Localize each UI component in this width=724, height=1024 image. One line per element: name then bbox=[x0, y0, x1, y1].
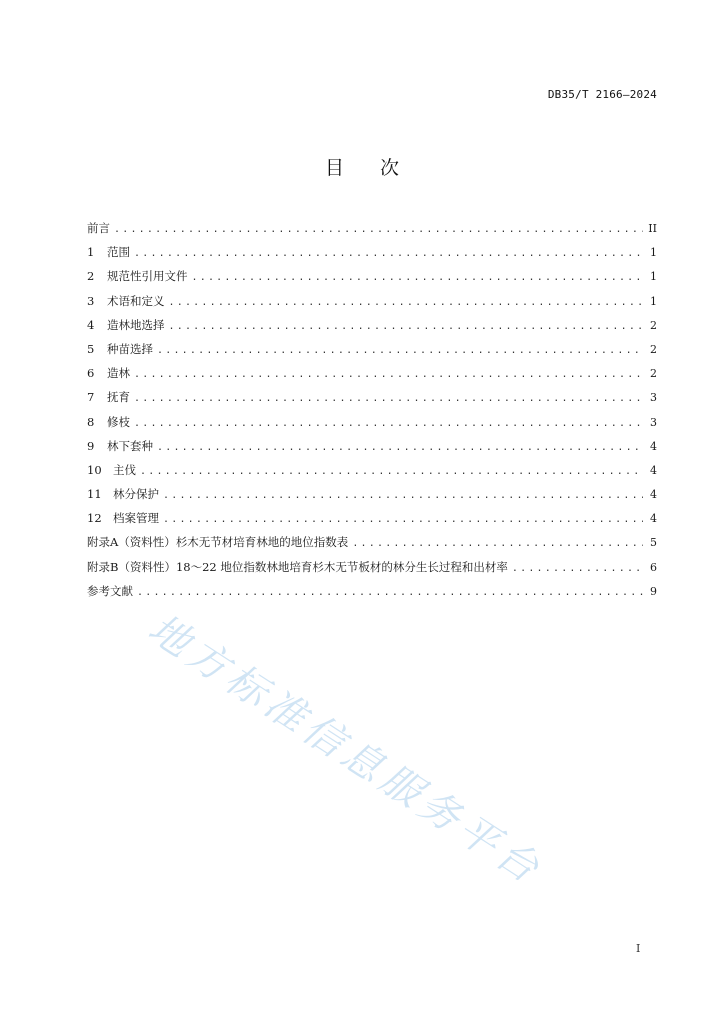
toc-entry-number: 8 bbox=[87, 414, 95, 429]
toc-page-number: 1 bbox=[650, 270, 657, 284]
toc-entry-number: 9 bbox=[87, 438, 95, 453]
toc-entry-normative-references[interactable] bbox=[87, 268, 657, 292]
toc-entry-number: 2 bbox=[87, 269, 95, 284]
toc-entry-number: 10 bbox=[87, 462, 102, 477]
toc-entry-number: 3 bbox=[87, 293, 95, 308]
toc-entry-label: 术语和定义 bbox=[107, 293, 165, 308]
toc-page-number: 2 bbox=[650, 318, 657, 332]
toc-entry-appendix-a[interactable] bbox=[87, 534, 657, 558]
page-title bbox=[0, 153, 724, 180]
toc-leader-dots bbox=[140, 466, 643, 477]
toc-entry-label: 杉木无节材培育林地的地位指数表 bbox=[175, 535, 349, 550]
toc-entry-label: 参考文献 bbox=[87, 583, 133, 598]
toc-leader-dots bbox=[134, 418, 643, 429]
toc-entry-number: 12 bbox=[87, 511, 102, 526]
toc-entry-label: 前言 bbox=[87, 221, 110, 235]
toc-leader-dots bbox=[157, 345, 643, 356]
toc-page-number: 5 bbox=[650, 536, 657, 550]
toc-entry-label: 18～22 地位指数林地培育杉木无节板材的林分生长过程和出材率 bbox=[175, 559, 508, 574]
toc-leader-dots bbox=[163, 514, 643, 525]
toc-page-number: 4 bbox=[650, 439, 657, 453]
document-code: DB35/T 2166—2024 bbox=[547, 88, 657, 101]
toc-leader-dots bbox=[192, 272, 644, 283]
watermark-text: 地方标准信息服务平台 bbox=[140, 605, 551, 895]
toc-entry-archive-management[interactable] bbox=[87, 510, 657, 534]
toc-entry-number: 6 bbox=[87, 366, 95, 381]
toc-page-number: 2 bbox=[650, 342, 657, 356]
toc-entry-label: 主伐 bbox=[113, 462, 136, 477]
page-number: I bbox=[636, 942, 641, 955]
toc-entry-foreword[interactable] bbox=[87, 220, 657, 244]
toc-entry-number: 7 bbox=[87, 390, 95, 405]
toc-leader-dots bbox=[169, 321, 644, 332]
toc-page-number: 9 bbox=[650, 584, 657, 598]
title-char-2: 次 bbox=[380, 157, 400, 179]
toc-entry-stand-protection[interactable] bbox=[87, 486, 657, 510]
toc-entry-label: 范围 bbox=[107, 245, 130, 260]
toc-entry-number: 5 bbox=[87, 341, 95, 356]
toc-entry-label: 抚育 bbox=[107, 390, 130, 405]
toc-entry-number: 4 bbox=[87, 317, 95, 332]
toc-entry-label: 规范性引用文件 bbox=[107, 269, 188, 284]
toc-entry-tending[interactable] bbox=[87, 389, 657, 413]
toc-entry-final-felling[interactable] bbox=[87, 462, 657, 486]
toc-appendix-prefix: 附录B（资料性） bbox=[87, 559, 176, 574]
toc-entry-seedling-selection[interactable] bbox=[87, 341, 657, 365]
toc-entry-terms-definitions[interactable] bbox=[87, 293, 657, 317]
toc-leader-dots bbox=[512, 563, 643, 574]
toc-entry-scope[interactable] bbox=[87, 244, 657, 268]
toc-leader-dots bbox=[157, 442, 643, 453]
table-of-contents bbox=[87, 220, 657, 607]
toc-page-number: 6 bbox=[650, 560, 657, 574]
toc-leader-dots bbox=[352, 538, 643, 549]
toc-entry-afforestation[interactable] bbox=[87, 365, 657, 389]
toc-page-number: 2 bbox=[650, 367, 657, 381]
toc-entry-label: 档案管理 bbox=[113, 511, 159, 526]
toc-entry-bibliography[interactable] bbox=[87, 583, 657, 607]
toc-entry-label: 种苗选择 bbox=[107, 341, 153, 356]
toc-page-number: 3 bbox=[650, 415, 657, 429]
toc-leader-dots bbox=[137, 587, 643, 598]
toc-page-number: 4 bbox=[650, 463, 657, 477]
toc-entry-understory-interplanting[interactable] bbox=[87, 438, 657, 462]
toc-page-number: 1 bbox=[650, 294, 657, 308]
title-char-1: 目 bbox=[324, 157, 344, 179]
toc-leader-dots bbox=[134, 248, 643, 259]
toc-leader-dots bbox=[163, 490, 643, 501]
toc-leader-dots bbox=[134, 369, 643, 380]
toc-page-number: 4 bbox=[650, 512, 657, 526]
toc-leader-dots bbox=[169, 297, 644, 308]
toc-entry-label: 修枝 bbox=[107, 414, 130, 429]
toc-entry-label: 林分保护 bbox=[113, 487, 159, 502]
toc-entry-number: 1 bbox=[87, 245, 95, 260]
toc-page-number: 4 bbox=[650, 488, 657, 502]
toc-entry-pruning[interactable] bbox=[87, 414, 657, 438]
toc-page-number: II bbox=[648, 222, 657, 235]
toc-entry-label: 林下套种 bbox=[107, 438, 153, 453]
toc-page-number: 1 bbox=[650, 246, 657, 260]
toc-page-number: 3 bbox=[650, 391, 657, 405]
toc-entry-number: 11 bbox=[87, 487, 102, 502]
toc-leader-dots bbox=[134, 393, 643, 404]
toc-entry-site-selection[interactable] bbox=[87, 317, 657, 341]
toc-entry-label: 造林地选择 bbox=[107, 317, 165, 332]
toc-entry-appendix-b[interactable] bbox=[87, 559, 657, 583]
toc-appendix-prefix: 附录A（资料性） bbox=[87, 535, 176, 550]
toc-entry-label: 造林 bbox=[107, 366, 130, 381]
toc-leader-dots bbox=[114, 224, 643, 235]
